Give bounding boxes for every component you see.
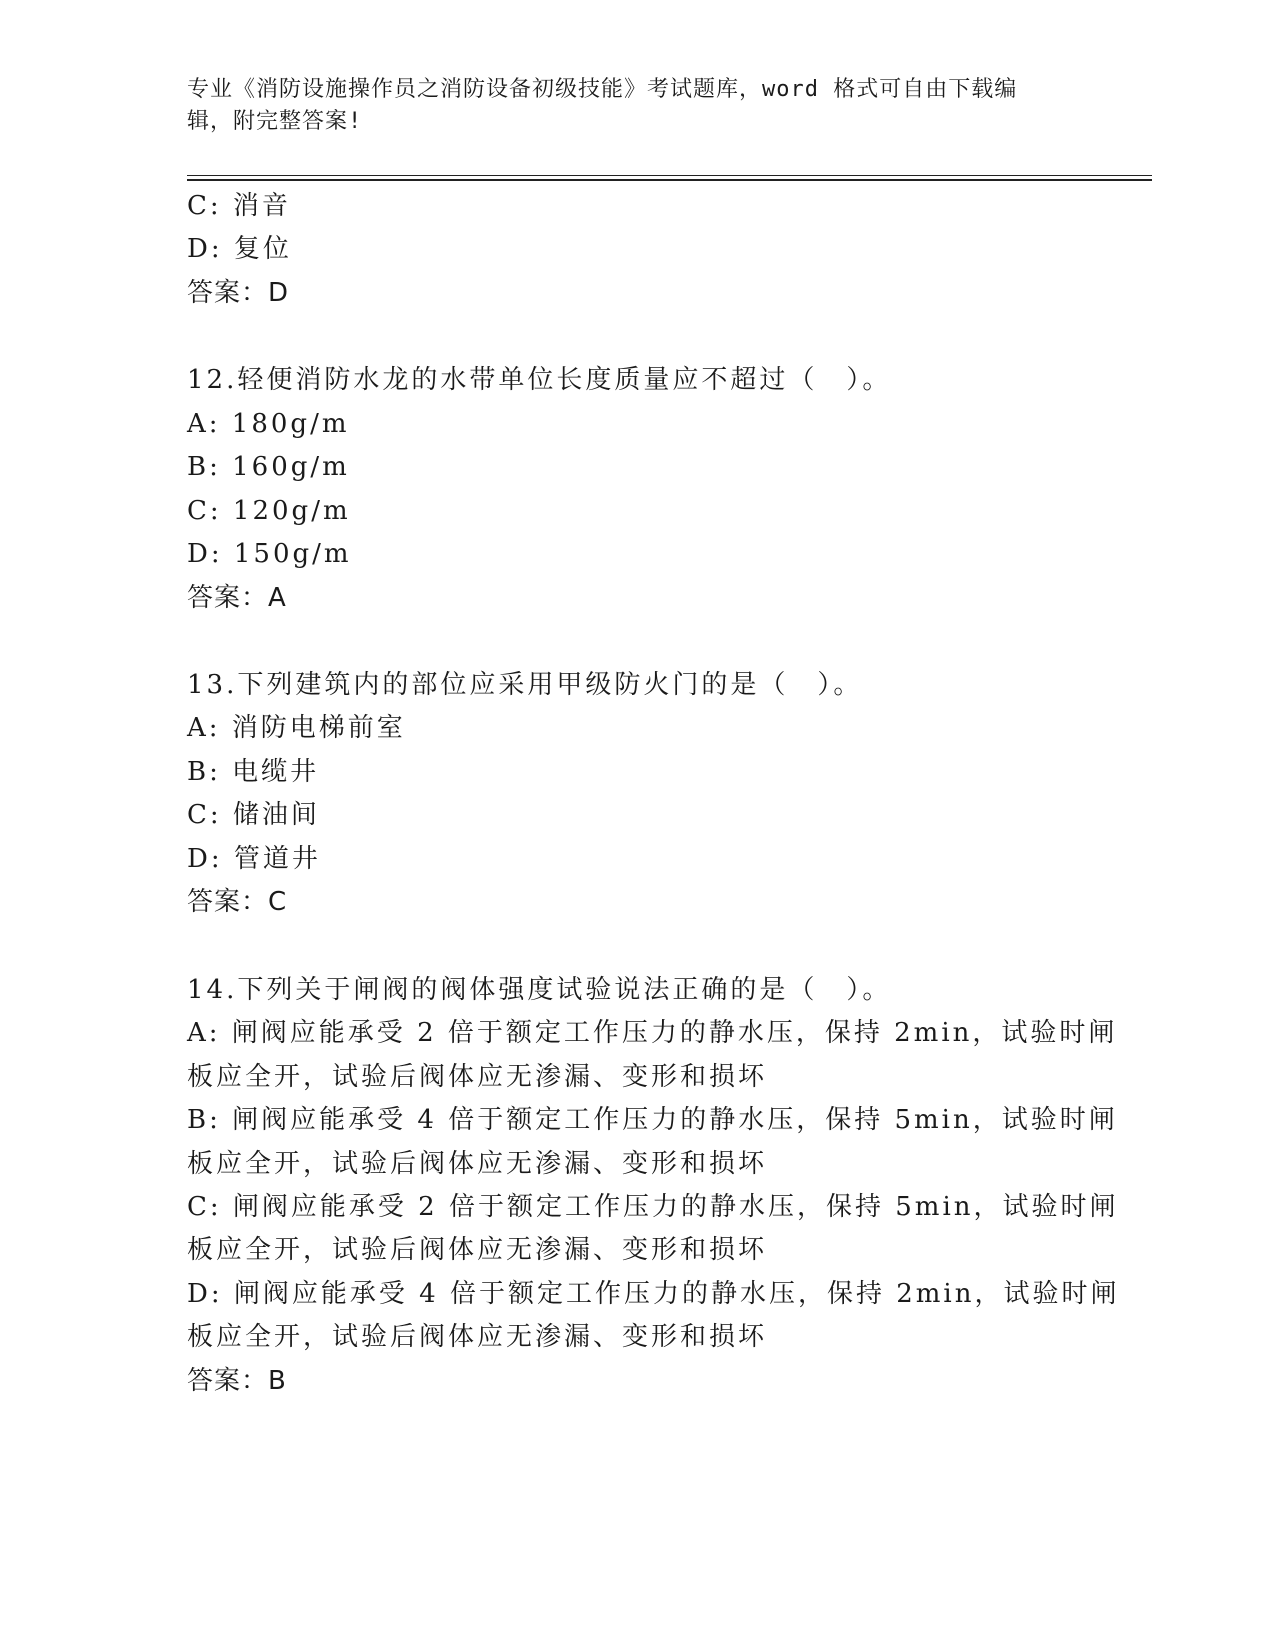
header-line-1: 专业《消防设施操作员之消防设备初级技能》考试题库，word 格式可自由下载编 [187,77,1018,102]
q14-option-a-line1: A: 闸阀应能承受 2 倍于额定工作压力的静水压，保持 2min，试验时闸 [187,1018,1118,1048]
q12-option-a: A: 180g/m [187,409,350,439]
header-line-2: 辑，附完整答案! [187,109,363,134]
q12-option-d: D: 150g/m [187,539,352,569]
prev-option-c: C: 消音 [187,191,291,221]
q14-option-c-line1: C: 闸阀应能承受 2 倍于额定工作压力的静水压，保持 5min，试验时闸 [187,1192,1119,1222]
q14-option-b-line2: 板应全开，试验后阀体应无渗漏、变形和损坏 [187,1149,768,1179]
q13-option-a: A: 消防电梯前室 [187,713,406,743]
q14-option-a-line2: 板应全开，试验后阀体应无渗漏、变形和损坏 [187,1062,768,1092]
prev-answer: 答案：D [187,278,290,308]
q14-option-d-line1: D: 闸阀应能承受 4 倍于额定工作压力的静水压，保持 2min，试验时闸 [187,1279,1120,1309]
q13-option-c: C: 储油间 [187,800,320,830]
q14-option-b-line1: B: 闸阀应能承受 4 倍于额定工作压力的静水压，保持 5min，试验时闸 [187,1105,1118,1135]
q14-option-c-line2: 板应全开，试验后阀体应无渗漏、变形和损坏 [187,1235,768,1265]
q12-question: 12.轻便消防水龙的水带单位长度质量应不超过（ ）。 [187,365,892,395]
q14-option-d-line2: 板应全开，试验后阀体应无渗漏、变形和损坏 [187,1322,768,1352]
q12-option-b: B: 160g/m [187,452,350,482]
q13-option-d: D: 管道井 [187,844,321,874]
q12-answer: 答案：A [187,583,287,613]
document-header [187,74,1067,138]
prev-option-d: D: 复位 [187,234,292,264]
header-rule-thick [187,179,1152,181]
q12-option-c: C: 120g/m [187,496,351,526]
q13-question: 13.下列建筑内的部位应采用甲级防火门的是（ ）。 [187,670,863,700]
q14-question: 14.下列关于闸阀的阀体强度试验说法正确的是（ ）。 [187,975,892,1005]
q14-answer: 答案：B [187,1366,287,1396]
q13-answer: 答案：C [187,887,288,917]
q13-option-b: B: 电缆井 [187,757,320,787]
header-rule-thin [187,175,1152,176]
